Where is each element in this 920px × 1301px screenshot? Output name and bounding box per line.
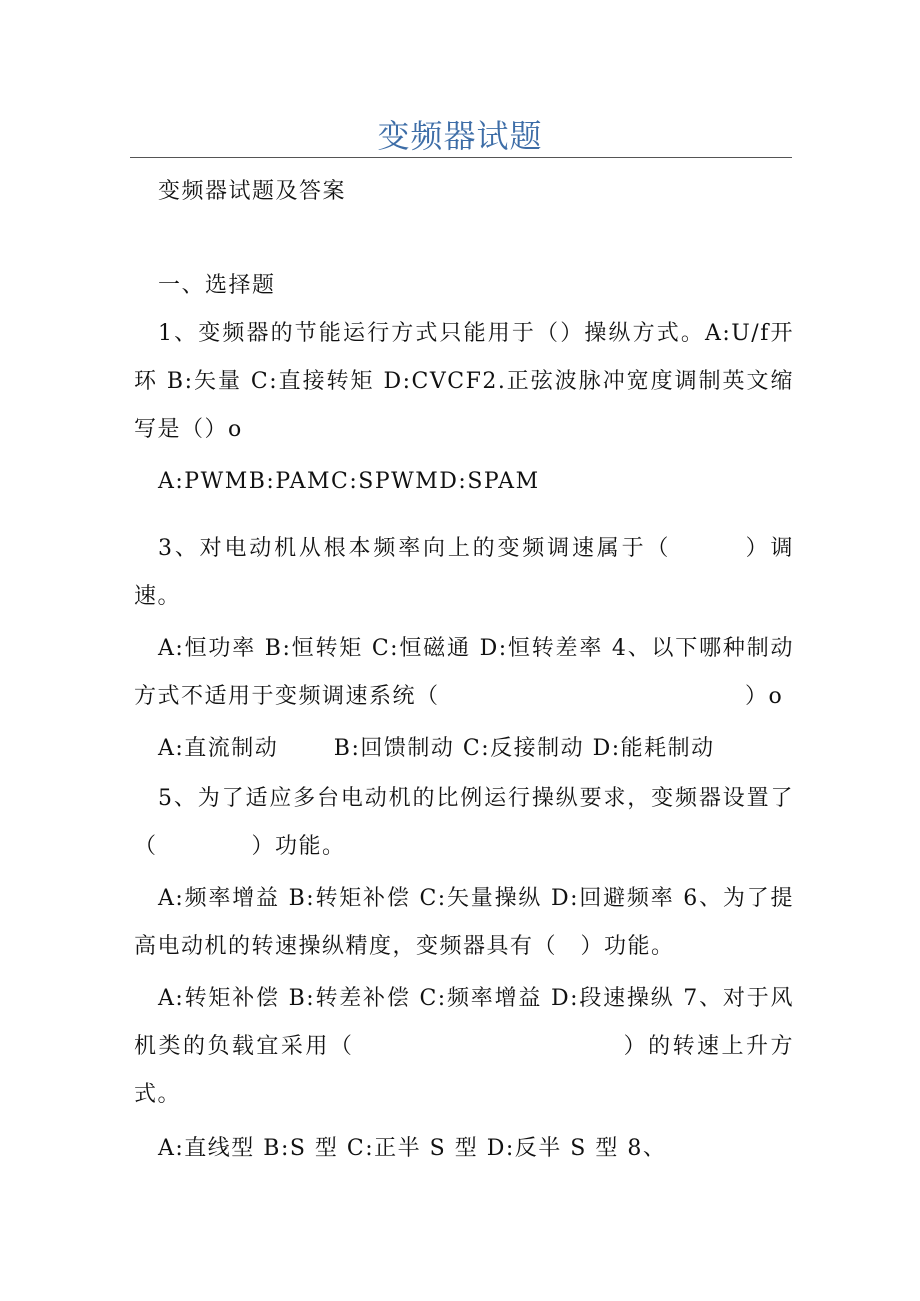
section-heading-paragraph: [134, 262, 794, 310]
question-3-paragraph: [134, 525, 794, 621]
title-underline: [130, 157, 792, 158]
subtitle-text: 变频器试题及答案: [158, 179, 347, 204]
question-2-options-paragraph: [134, 458, 794, 506]
question-6-options-and-question-7: A:转矩补偿 B:转差补偿 C:频率增益 D:段速操纵 7、对于风机类的负载宜采用（ ）的转速上升方式。: [134, 986, 794, 1107]
question-4-options-paragraph: [134, 725, 794, 773]
question-5-options-and-question-6: A:频率增益 B:转矩补偿 C:矢量操纵 D:回避频率 6、为了提高电动机的转速操纵精度，变频器具有（ ）功能。: [134, 886, 794, 959]
question-5-paragraph: [134, 775, 794, 871]
question-6-options-paragraph: [134, 975, 794, 1119]
question-3-options-paragraph: [134, 625, 794, 721]
question-5-options-paragraph: [134, 875, 794, 971]
question-3-text: 3、对电动机从根本频率向上的变频调速属于（ ）调速。: [134, 536, 794, 609]
document-title: 变频器试题: [377, 117, 543, 155]
question-1-text: 1、变频器的节能运行方式只能用于（）操纵方式。A:U/f开环 B:矢量 C:直接转矩 D:CVCF2.正弦波脉冲宽度调制英文缩写是（）o: [134, 321, 794, 442]
question-5-text: 5、为了适应多台电动机的比例运行操纵要求，变频器设置了（ ）功能。: [134, 786, 794, 859]
question-7-options-paragraph: [134, 1125, 794, 1173]
section-heading: 一、选择题: [158, 273, 276, 298]
question-7-options-and-question-8: A:直线型 B:S 型 C:正半 S 型 D:反半 S 型 8、: [158, 1136, 667, 1161]
question-3-options-and-question-4: A:恒功率 B:恒转矩 C:恒磁通 D:恒转差率 4、以下哪种制动方式不适用于变频调速系统（ ）o: [134, 636, 794, 709]
subtitle-paragraph: [134, 168, 794, 216]
question-2-options: A:PWMB:PAMC:SPWMD:SPAM: [158, 469, 540, 494]
question-1-paragraph: [134, 310, 794, 454]
question-4-options: A:直流制动 B:回馈制动 C:反接制动 D:能耗制动: [158, 736, 715, 761]
